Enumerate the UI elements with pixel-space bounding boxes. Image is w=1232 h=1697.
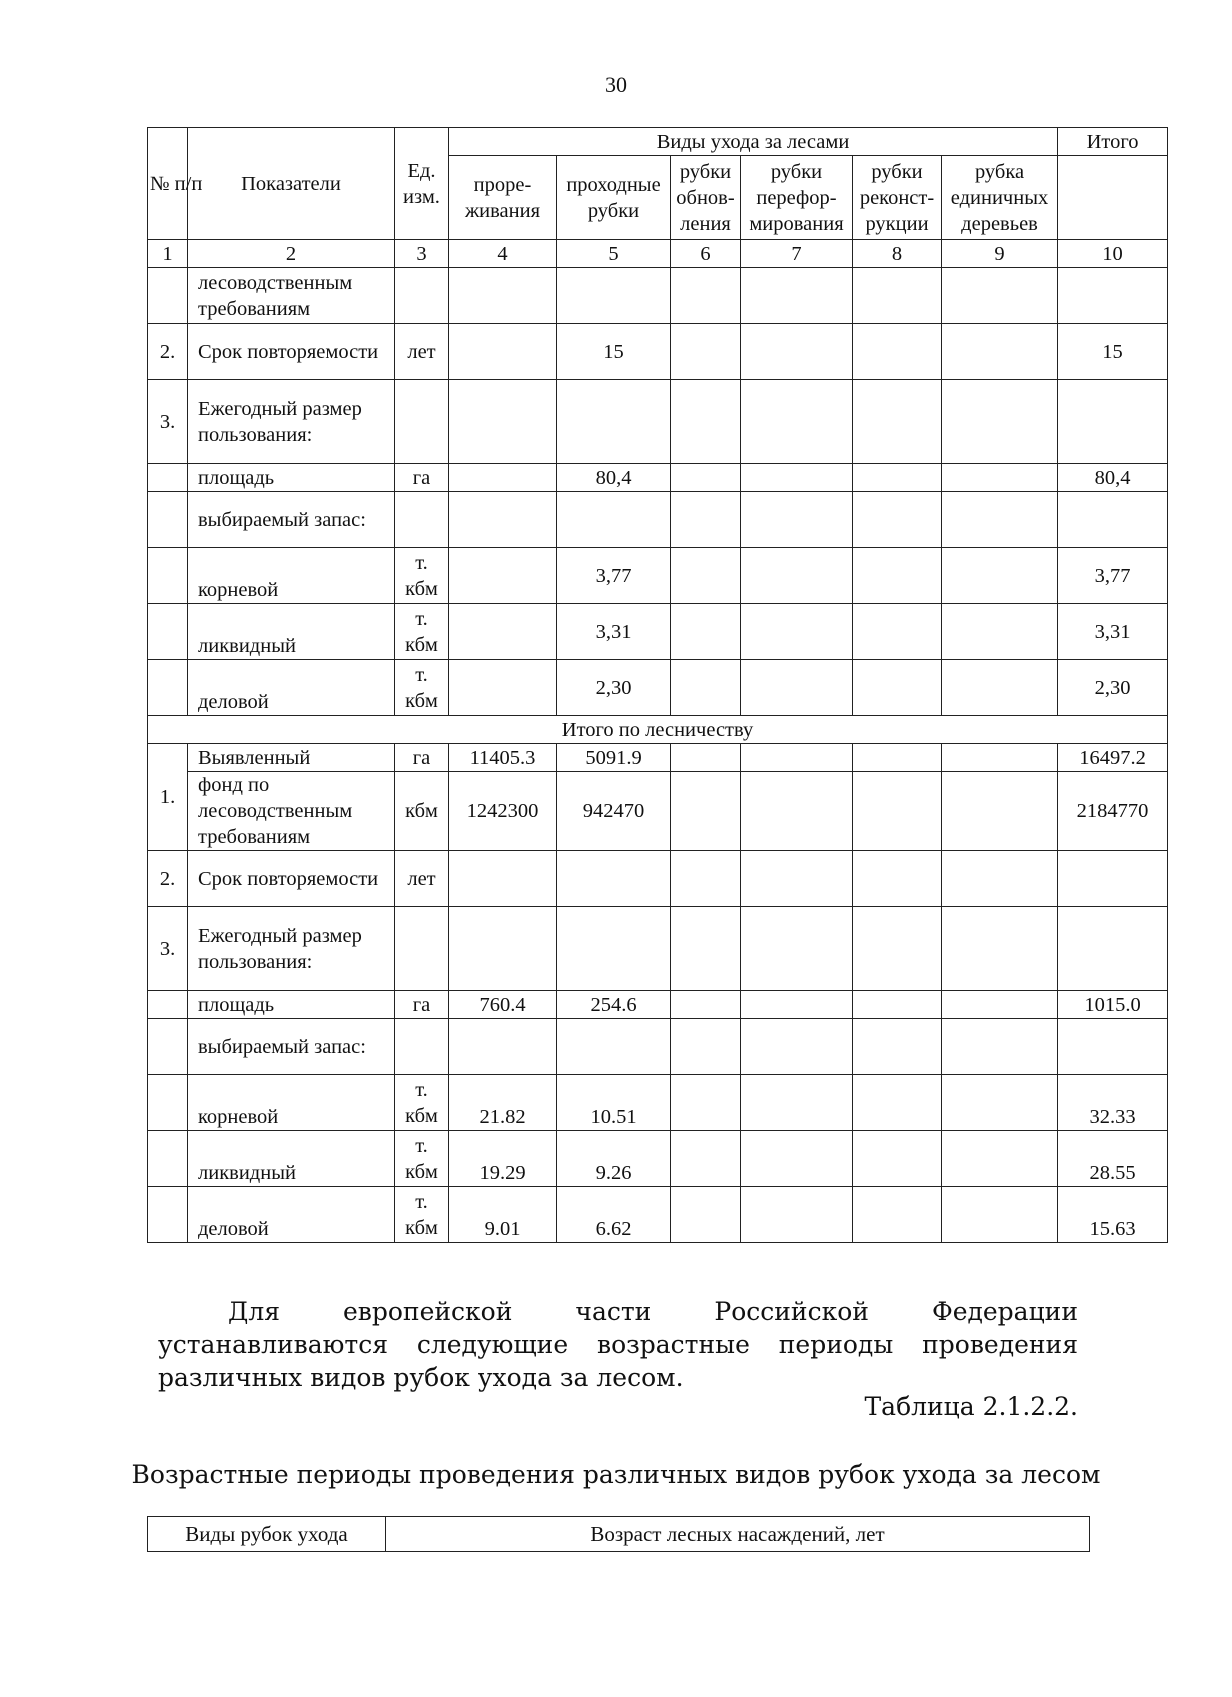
row-label: фонд по лесоводственным требованиям (188, 772, 395, 851)
header-col8: рубки реконст-рукции (853, 156, 942, 240)
row-total: 15.63 (1058, 1187, 1168, 1243)
row-c4 (449, 1019, 557, 1075)
row-num (148, 464, 188, 492)
table-row (148, 991, 1168, 1019)
header-col5: проходные рубки (557, 156, 671, 240)
table-row (148, 744, 1168, 772)
colnum-7: 7 (741, 240, 853, 268)
row-label: Ежегодный размер пользования: (188, 380, 395, 464)
section-title: Итого по лесничеству (148, 716, 1168, 744)
row-label: ликвидный (188, 604, 395, 660)
row-c5: 3,31 (557, 604, 671, 660)
row-unit (395, 1019, 449, 1075)
row-total (1058, 851, 1168, 907)
row-c4: 1242300 (449, 772, 557, 851)
table-row (148, 851, 1168, 907)
forest-care-table (147, 127, 1168, 1243)
row-c5: 5091.9 (557, 744, 671, 772)
row-label: Выявленный (188, 744, 395, 772)
colnum-2: 2 (188, 240, 395, 268)
row-c4 (449, 268, 557, 324)
row-c4 (449, 548, 557, 604)
paragraph-text: Для европейской части Российской Федерации устанавливаются следующие возрастные периоды проведения различных видов рубок ухода за лесом. (158, 1297, 1078, 1392)
row-c5 (557, 851, 671, 907)
col-header-stand-age: Возраст лесных насаждений, лет (386, 1517, 1090, 1552)
row-c5: 15 (557, 324, 671, 380)
row-c5: 6.62 (557, 1187, 671, 1243)
row-num: 3. (148, 380, 188, 464)
header-col7: рубки перефор-мирования (741, 156, 853, 240)
row-total: 28.55 (1058, 1131, 1168, 1187)
row-c5: 942470 (557, 772, 671, 851)
row-c4 (449, 492, 557, 548)
row-num (148, 1075, 188, 1131)
row-unit: кбм (395, 772, 449, 851)
row-num (148, 1187, 188, 1243)
row-total: 15 (1058, 324, 1168, 380)
table-row (148, 380, 1168, 464)
column-number-row (148, 240, 1168, 268)
header-group: Виды ухода за лесами (449, 128, 1058, 156)
row-label: корневой (188, 548, 395, 604)
colnum-8: 8 (853, 240, 942, 268)
row-num (148, 548, 188, 604)
row-label: Ежегодный размер пользования: (188, 907, 395, 991)
header-col9: рубка единичных деревьев (942, 156, 1058, 240)
row-num: 3. (148, 907, 188, 991)
row-num (148, 268, 188, 324)
row-num (148, 604, 188, 660)
row-total (1058, 1019, 1168, 1075)
row-c5 (557, 380, 671, 464)
row-unit: т. кбм (395, 548, 449, 604)
row-unit: га (395, 744, 449, 772)
row-label: выбираемый запас: (188, 492, 395, 548)
row-c5: 254.6 (557, 991, 671, 1019)
colnum-10: 10 (1058, 240, 1168, 268)
row-total: 3,77 (1058, 548, 1168, 604)
table-row (148, 660, 1168, 716)
colnum-3: 3 (395, 240, 449, 268)
row-unit: т. кбм (395, 1131, 449, 1187)
table-row (148, 1019, 1168, 1075)
row-unit (395, 380, 449, 464)
table-row (148, 907, 1168, 991)
row-unit (395, 907, 449, 991)
row-c5: 3,77 (557, 548, 671, 604)
row-total: 3,31 (1058, 604, 1168, 660)
row-num (148, 991, 188, 1019)
row-c4: 11405.3 (449, 744, 557, 772)
row-unit: га (395, 464, 449, 492)
col-header-care-types: Виды рубок ухода (148, 1517, 386, 1552)
row-unit: га (395, 991, 449, 1019)
row-c5 (557, 907, 671, 991)
row-label: корневой (188, 1075, 395, 1131)
row-label: площадь (188, 991, 395, 1019)
header-num: № п/п (148, 128, 188, 240)
row-num (148, 1131, 188, 1187)
row-num (148, 660, 188, 716)
table-row (148, 1187, 1168, 1243)
table-row (148, 492, 1168, 548)
row-c5: 10.51 (557, 1075, 671, 1131)
row-c4: 9.01 (449, 1187, 557, 1243)
row-c5 (557, 268, 671, 324)
header-total: Итого (1058, 128, 1168, 156)
table-row (148, 548, 1168, 604)
row-total: 2,30 (1058, 660, 1168, 716)
row-num (148, 492, 188, 548)
row-total: 2184770 (1058, 772, 1168, 851)
row-num: 1. (148, 744, 188, 851)
row-c5: 80,4 (557, 464, 671, 492)
row-c4: 21.82 (449, 1075, 557, 1131)
row-c4 (449, 380, 557, 464)
row-label: Срок повторяемости (188, 851, 395, 907)
row-c5 (557, 1019, 671, 1075)
row-label: выбираемый запас: (188, 1019, 395, 1075)
colnum-9: 9 (942, 240, 1058, 268)
page-number: 30 (605, 72, 627, 97)
row-c5: 9.26 (557, 1131, 671, 1187)
row-unit: т. кбм (395, 1075, 449, 1131)
row-total (1058, 268, 1168, 324)
row-c4 (449, 324, 557, 380)
table-row (148, 464, 1168, 492)
table-row (148, 1131, 1168, 1187)
colnum-6: 6 (671, 240, 741, 268)
row-total (1058, 907, 1168, 991)
row-unit: т. кбм (395, 660, 449, 716)
table-row (148, 268, 1168, 324)
header-col6: рубки обнов-ления (671, 156, 741, 240)
row-c4 (449, 660, 557, 716)
table-row (148, 604, 1168, 660)
row-num: 2. (148, 851, 188, 907)
row-total: 1015.0 (1058, 991, 1168, 1019)
row-unit (395, 268, 449, 324)
row-num (148, 1019, 188, 1075)
colnum-5: 5 (557, 240, 671, 268)
row-c4: 760.4 (449, 991, 557, 1019)
table-row (148, 772, 1168, 851)
row-label: площадь (188, 464, 395, 492)
row-c4 (449, 851, 557, 907)
row-unit (395, 492, 449, 548)
header-col4: проре-живания (449, 156, 557, 240)
colnum-1: 1 (148, 240, 188, 268)
row-label: деловой (188, 1187, 395, 1243)
table-title: Возрастные периоды проведения различных видов рубок ухода за лесом (131, 1460, 1101, 1489)
row-num: 2. (148, 324, 188, 380)
row-c4 (449, 604, 557, 660)
body-paragraph (158, 1295, 1078, 1394)
row-label: ликвидный (188, 1131, 395, 1187)
row-total: 80,4 (1058, 464, 1168, 492)
table-number-label: Таблица 2.1.2.2. (864, 1392, 1078, 1421)
colnum-4: 4 (449, 240, 557, 268)
row-total: 32.33 (1058, 1075, 1168, 1131)
table-row (148, 324, 1168, 380)
row-label: деловой (188, 660, 395, 716)
row-unit: лет (395, 851, 449, 907)
row-c4 (449, 907, 557, 991)
row-label: лесоводственным требованиям (188, 268, 395, 324)
row-total: 16497.2 (1058, 744, 1168, 772)
row-unit: лет (395, 324, 449, 380)
row-unit: т. кбм (395, 1187, 449, 1243)
header-unit: Ед. изм. (395, 128, 449, 240)
table-row (148, 1075, 1168, 1131)
row-total (1058, 380, 1168, 464)
row-unit: т. кбм (395, 604, 449, 660)
row-c5 (557, 492, 671, 548)
row-c4: 19.29 (449, 1131, 557, 1187)
header-indicator: Показатели (188, 128, 395, 240)
age-periods-table (147, 1516, 1090, 1552)
row-label: Срок повторяемости (188, 324, 395, 380)
row-c5: 2,30 (557, 660, 671, 716)
row-total (1058, 492, 1168, 548)
row-c4 (449, 464, 557, 492)
header-total-empty (1058, 156, 1168, 240)
